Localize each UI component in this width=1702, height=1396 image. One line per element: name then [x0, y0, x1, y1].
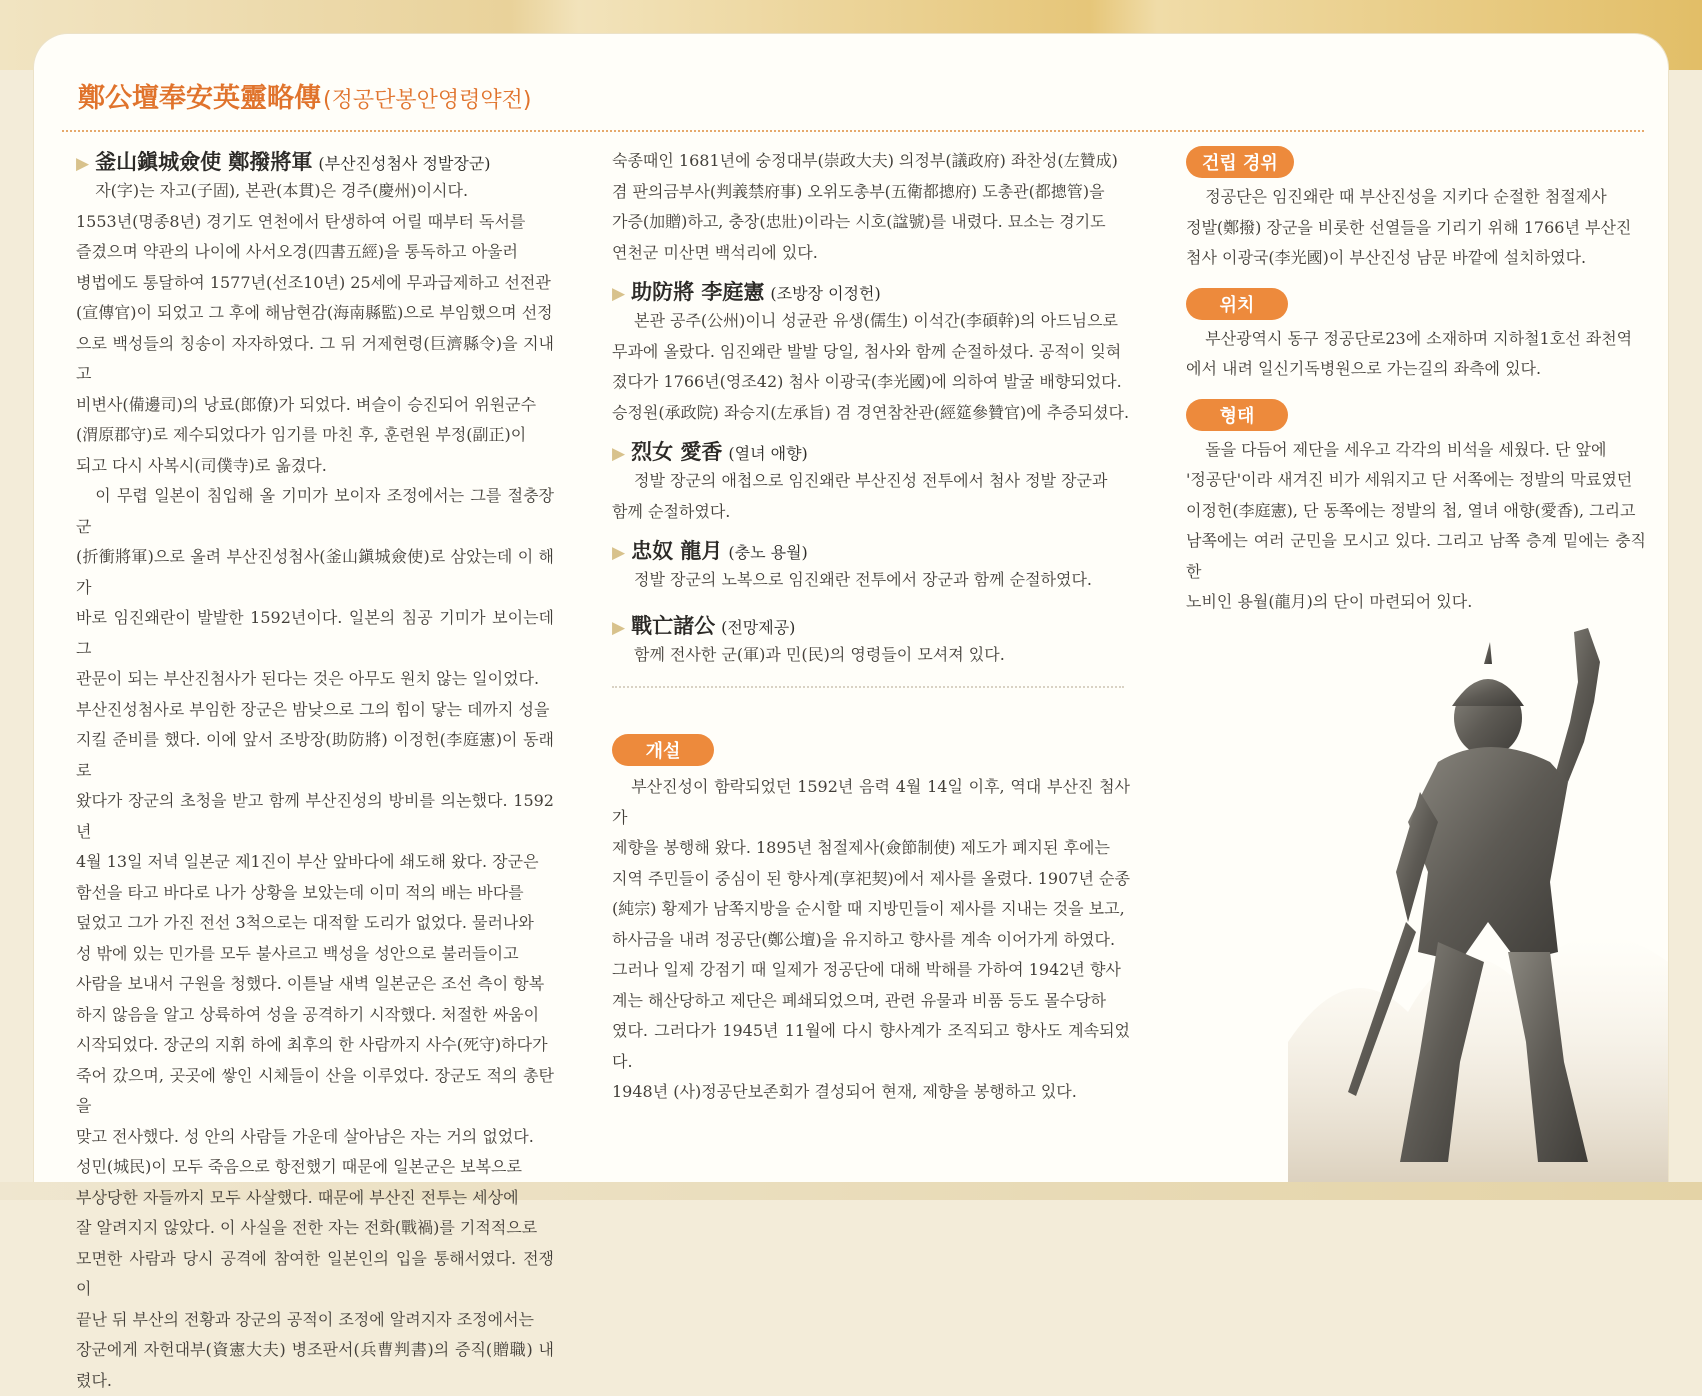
- overview-badge: 개설: [612, 734, 714, 766]
- text-line: 부상당한 자들까지 모두 사살했다. 때문에 부산진 전투는 세상에: [76, 1187, 519, 1207]
- intro-text: [612, 146, 1130, 268]
- heading-main: 忠奴 龍月: [631, 538, 723, 563]
- text-line: 제향을 봉행해 왔다. 1895년 첨절제사(僉節制使) 제도가 폐지된 후에는: [612, 838, 1110, 857]
- text-line: 함선을 타고 바다로 나가 상황을 보았는데 이미 적의 배는 바다를: [76, 882, 524, 902]
- text-line: 부산광역시 동구 정공단로23에 소재하며 지하철1호선 좌천역: [1205, 328, 1633, 348]
- text-line: 남쪽에는 여러 군민을 모시고 있다. 그리고 남쪽 층계 밑에는 충직한: [1186, 531, 1646, 581]
- heading-korean: (조방장 이정헌): [770, 284, 881, 303]
- text-line: 에서 내려 일신기독병원으로 가는길의 좌측에 있다.: [1186, 359, 1542, 378]
- text-line: 노비인 용월(龍月)의 단이 마련되어 있다.: [1186, 592, 1473, 611]
- text-line: 부산진성이 함락되었던 1592년 음력 4월 14일 이후, 역대 부산진 첨사가: [612, 777, 1130, 827]
- text-line: 겸 판의금부사(判義禁府事) 오위도총부(五衛都摠府) 도총관(都摠管)을: [612, 181, 1105, 201]
- text-line: 하사금을 내려 정공단(鄭公壇)을 유지하고 향사를 계속 이어가게 하였다.: [612, 929, 1116, 949]
- text-line: 승정원(承政院) 좌승지(左承旨) 겸 경연참찬관(經筵參贊官)에 추증되셨다.: [612, 402, 1130, 422]
- text-line: 사람을 보내서 구원을 청했다. 이튿날 새벽 일본군은 조선 측이 항복: [76, 974, 545, 993]
- text-line: 가증(加贈)하고, 충장(忠壯)이라는 시호(諡號)를 내렸다. 묘소는 경기도: [612, 212, 1106, 231]
- text-line: 자(字)는 자고(子固), 본관(本貫)은 경주(慶州)이시다.: [95, 181, 469, 200]
- title-divider: [62, 130, 1644, 132]
- text-line: 하지 않음을 알고 상륙하여 성을 공격하기 시작했다. 처절한 싸움이: [76, 1004, 540, 1024]
- text-line: 병법에도 통달하여 1577년(선조10년) 25세에 무과급제하고 선전관: [76, 272, 551, 292]
- text-line: 1948년 (사)정공단보존회가 결성되어 현재, 제향을 봉행하고 있다.: [612, 1082, 1077, 1101]
- column-others: [612, 146, 1130, 1108]
- text-line: (純宗) 황제가 남쪽지방을 순시할 때 지방민들이 제사를 지내는 것을 보고,: [612, 899, 1125, 918]
- title-hanja: 鄭公壇奉安英靈略傳: [78, 83, 321, 114]
- text-line: 관문이 되는 부산진첨사가 된다는 것은 아무도 원치 않는 일이었다.: [76, 669, 540, 688]
- text-line: 무과에 올랐다. 임진왜란 발발 당일, 첨사와 함께 순절하셨다. 공적이 잊혀: [612, 341, 1122, 361]
- heading-korean: (부산진성첨사 정발장군): [318, 154, 491, 173]
- heading-main: 助防將 李庭憲: [631, 279, 765, 304]
- text-line: 그러나 일제 강점기 때 일제가 정공단에 대해 박해를 가하여 1942년 향사: [612, 960, 1121, 979]
- text-line: 1553년(명종8년) 경기도 연천에서 탄생하여 어릴 때부터 독서를: [76, 211, 526, 231]
- overview-text: [612, 772, 1130, 1108]
- text-line: 졌다가 1766년(영조42) 첨사 이광국(李光國)에 의하여 발굴 배향되었다.: [612, 372, 1122, 391]
- text-line: 왔다가 장군의 초청을 받고 함께 부산진성의 방비를 의논했다. 1592년: [76, 791, 554, 841]
- text-line: 성민(城民)이 모두 죽음으로 항전했기 때문에 일본군은 보복으로: [76, 1157, 522, 1176]
- triangle-bullet-icon: ▶: [612, 284, 626, 304]
- text-line: 비변사(備邊司)의 낭료(郎僚)가 되었다. 벼슬이 승진되어 위원군수: [76, 394, 537, 414]
- text-line: 계는 해산당하고 제단은 폐쇄되었으며, 관련 유물과 비품 등도 몰수당하: [612, 990, 1106, 1010]
- section-heading-yong-wol: [612, 535, 1130, 565]
- text-line: 바로 임진왜란이 발발한 1592년이다. 일본의 침공 기미가 보이는데 그: [76, 608, 554, 658]
- text-line: '정공단'이라 새겨진 비가 세워지고 단 서쪽에는 정발의 막료였던: [1186, 470, 1633, 489]
- text-line: (折衝將軍)으로 올려 부산진성첨사(釜山鎭城僉使)로 삼았는데 이 해가: [76, 547, 554, 597]
- page-title: [78, 76, 531, 115]
- triangle-bullet-icon: ▶: [612, 617, 626, 638]
- text-line: 정발 장군의 애첩으로 임진왜란 부산진성 전투에서 첨사 정발 장군과: [634, 471, 1108, 490]
- text-line: 이 무렵 일본이 침입해 올 기미가 보이자 조정에서는 그를 절충장군: [76, 486, 554, 536]
- triangle-bullet-icon: ▶: [612, 444, 626, 464]
- text-line: 돌을 다듬어 제단을 세우고 각각의 비석을 세웠다. 단 앞에: [1205, 439, 1607, 459]
- text-line: 였다. 그러다가 1945년 11월에 다시 향사계가 조직되고 향사도 계속되었다.: [612, 1021, 1130, 1071]
- text-line: 부산진성첨사로 부임한 장군은 밤낮으로 그의 힘이 닿는 데까지 성을: [76, 699, 550, 719]
- text-line: 으로 백성들의 칭송이 자자하였다. 그 뒤 거제현령(巨濟縣令)을 지내고: [76, 333, 554, 383]
- heading-main: 烈女 愛香: [631, 439, 723, 464]
- text-line: 4월 13일 저녁 일본군 제1진이 부산 앞바다에 쇄도해 왔다. 장군은: [76, 852, 539, 871]
- text-line: 정공단은 임진왜란 때 부산진성을 지키다 순절한 첨절제사: [1205, 187, 1607, 206]
- section-heading-war-dead: [612, 610, 1130, 640]
- triangle-bullet-icon: ▶: [612, 543, 626, 563]
- form-badge: 형태: [1186, 399, 1288, 431]
- text-line: 정발(鄭撥) 장군을 비롯한 선열들을 기리기 위해 1766년 부산진: [1186, 217, 1632, 237]
- text-line: 지역 주민들이 중심이 된 향사계(享祀契)에서 제사를 올렸다. 1907년 순종: [612, 868, 1130, 888]
- text-line: 장군에게 자헌대부(資憲大夫) 병조판서(兵曹判書)의 증직(贈職) 내렸다.: [76, 1340, 554, 1390]
- history-badge: 건립 경위: [1186, 146, 1294, 178]
- text-line: 지킬 준비를 했다. 이에 앞서 조방장(助防將) 이정헌(李庭憲)이 동래로: [76, 730, 554, 780]
- text-line: 즐겼으며 약관의 나이에 사서오경(四書五經)을 통독하고 아울러: [76, 242, 518, 261]
- text-line: 잘 알려지지 않았다. 이 사실을 전한 자는 전화(戰禍)를 기적적으로: [76, 1218, 538, 1237]
- text-line: 정발 장군의 노복으로 임진왜란 전투에서 장군과 함께 순절하였다.: [634, 570, 1093, 589]
- triangle-bullet-icon: ▶: [76, 154, 90, 174]
- text-line: (渭原郡守)로 제수되었다가 임기를 마친 후, 훈련원 부정(副正)이: [76, 425, 527, 444]
- text-line: 함께 전사한 군(軍)과 민(民)의 영령들이 모셔져 있다.: [634, 644, 1005, 664]
- text-line: 성 밖에 있는 민가를 모두 불사르고 백성을 성안으로 불러들이고: [76, 943, 519, 963]
- text-line: 이정헌(李庭憲), 단 동쪽에는 정발의 첩, 열녀 애향(愛香), 그리고: [1186, 500, 1636, 520]
- location-badge: 위치: [1186, 288, 1288, 320]
- heading-korean: (전망제공): [721, 617, 796, 637]
- heading-korean: (충노 용월): [728, 543, 808, 562]
- text-line: 본관 공주(公州)이니 성균관 유생(儒生) 이석간(李碩幹)의 아드님으로: [634, 311, 1119, 330]
- text-line: 시작되었다. 장군의 지휘 하에 최후의 한 사람까지 사수(死守)하다가: [76, 1035, 548, 1054]
- text-line: (宣傳官)이 되었고 그 후에 해남현감(海南縣監)으로 부임했으며 선정: [76, 303, 553, 322]
- biography-text: [76, 176, 554, 1396]
- heading-korean: (열녀 애향): [728, 444, 808, 463]
- text-line: 끝난 뒤 부산의 전황과 장군의 공적이 조정에 알려지자 조정에서는: [76, 1309, 535, 1329]
- text-line: 첨사 이광국(李光國)이 부산진성 남문 바깥에 설치하였다.: [1186, 248, 1587, 267]
- title-korean: (정공단봉안영령약전): [323, 88, 532, 113]
- statue-illustration: [1288, 622, 1668, 1182]
- section-heading-ae-hyang: [612, 436, 1130, 466]
- text-line: 죽어 갔으며, 곳곳에 쌓인 시체들이 산을 이루었다. 장군도 적의 총탄을: [76, 1065, 554, 1115]
- text-line: 연천군 미산면 백석리에 있다.: [612, 242, 818, 262]
- column-general-jeong-bal: [76, 146, 554, 1396]
- column-site-info: [1186, 146, 1646, 618]
- text-line: 숙종때인 1681년에 숭정대부(崇政大夫) 의정부(議政府) 좌찬성(左贊成): [612, 151, 1118, 170]
- text-line: 모면한 사람과 당시 공격에 참여한 일본인의 입을 통해서였다. 전쟁이: [76, 1248, 554, 1298]
- section-heading-lee-jeong-heon: [612, 276, 1130, 306]
- text-line: 맞고 전사했다. 성 안의 사람들 가운데 살아남은 자는 거의 없었다.: [76, 1126, 534, 1146]
- heading-main: 釜山鎭城僉使 鄭撥將軍: [95, 149, 313, 174]
- text-line: 되고 다시 사복시(司僕寺)로 옮겼다.: [76, 455, 327, 475]
- text-line: 덮었고 그가 가진 전선 3척으로는 대적할 도리가 없었다. 물러나와: [76, 913, 534, 932]
- section-heading-jeong-bal: [76, 146, 554, 176]
- heading-main: 戰亡諸公: [631, 612, 716, 638]
- text-line: 함께 순절하였다.: [612, 501, 731, 521]
